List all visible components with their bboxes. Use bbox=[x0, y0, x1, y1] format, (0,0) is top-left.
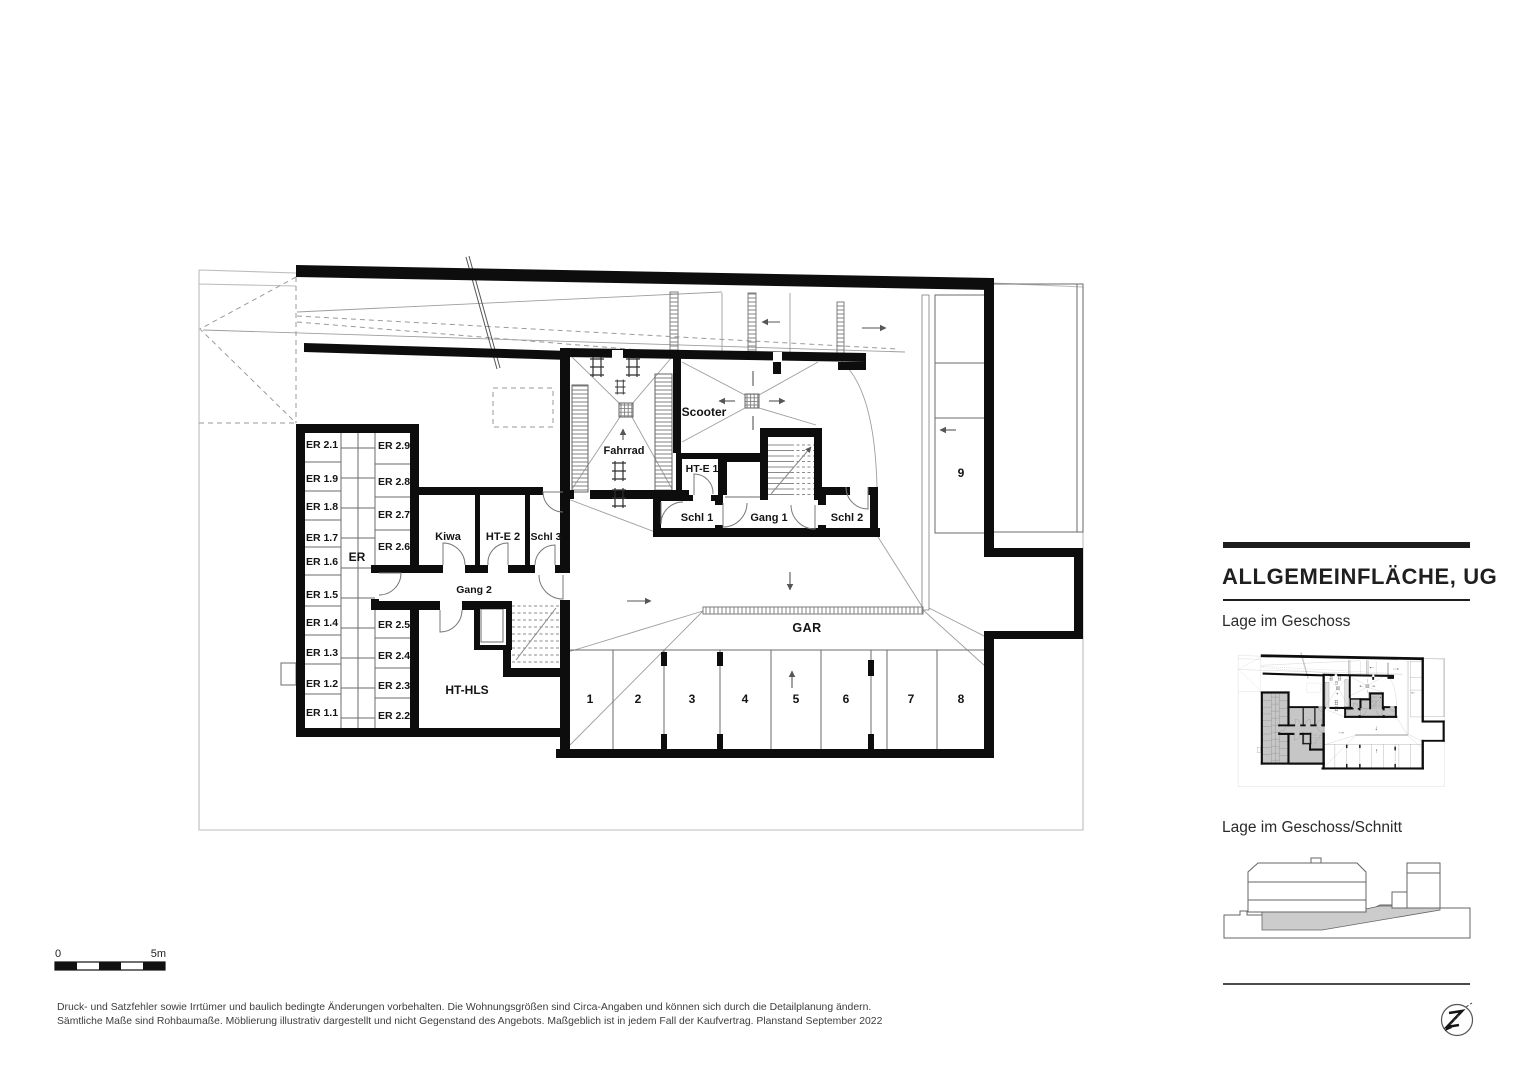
room-label-kiwa: Kiwa bbox=[435, 531, 461, 543]
scale-five-label: 5m bbox=[150, 948, 166, 960]
section-building-main bbox=[1248, 863, 1366, 912]
parking-space-8: 8 bbox=[957, 692, 965, 706]
room-label-er: ER bbox=[348, 550, 366, 564]
storage-label: ER 1.5 bbox=[305, 589, 339, 601]
room-label-schl3: Schl 3 bbox=[530, 531, 562, 543]
room-label-schl2: Schl 2 bbox=[830, 512, 864, 524]
room-label-gang2: Gang 2 bbox=[456, 584, 492, 596]
roof-projection-lines bbox=[203, 292, 905, 352]
storage-label: ER 1.2 bbox=[305, 678, 339, 690]
storage-label: ER 2.3 bbox=[377, 680, 411, 692]
room-label-gar: GAR bbox=[792, 621, 822, 635]
parking-space-2: 2 bbox=[634, 692, 642, 706]
title-rule-top bbox=[1223, 542, 1470, 548]
parking-space-1: 1 bbox=[586, 692, 594, 706]
disclaimer-line-1: Druck- und Satzfehler sowie Irrtümer und baulich bedingte Änderungen vorbehalten. Die Wohnungsgrößen sind Circa-Angaben und können sich durch die Detailplanung ändern. bbox=[57, 1002, 872, 1013]
storage-label: ER 1.9 bbox=[305, 473, 339, 485]
section-drawing bbox=[1224, 858, 1470, 938]
room-label-fahrrad: Fahrrad bbox=[603, 445, 645, 457]
room-label-hte1: HT-E 1 bbox=[685, 463, 719, 475]
storage-label: ER 2.5 bbox=[377, 619, 411, 631]
section-building-tower bbox=[1407, 863, 1440, 908]
room-label-scooter: Scooter bbox=[681, 405, 727, 419]
storage-label: ER 2.6 bbox=[377, 541, 411, 553]
storage-label: ER 1.7 bbox=[305, 532, 339, 544]
disclaimer-line-2: Sämtliche Maße sind Rohbaumaße. Möblierung illustrativ dargestellt und nicht Gegenstand des Angebots. Maßgeblich ist in jedem Fall der Kaufvertrag. Planstand September 2022 bbox=[57, 1016, 883, 1027]
section-heading: Lage im Geschoss/Schnitt bbox=[1222, 819, 1403, 836]
scale-bar bbox=[55, 948, 166, 970]
room-labels bbox=[306, 405, 965, 722]
parking-space-3: 3 bbox=[688, 692, 696, 706]
footer bbox=[57, 983, 1473, 1036]
storage-label: ER 2.8 bbox=[377, 476, 411, 488]
room-label-gang1: Gang 1 bbox=[750, 512, 788, 524]
dashed-projection-lines bbox=[199, 277, 898, 423]
parking-space-9: 9 bbox=[957, 466, 965, 480]
drive-curve bbox=[827, 353, 877, 487]
stair-main bbox=[768, 445, 814, 495]
storage-label: ER 1.3 bbox=[305, 647, 339, 659]
storage-label: ER 1.8 bbox=[305, 501, 339, 513]
skylight-dashed-outline bbox=[493, 388, 553, 427]
location-heading: Lage im Geschoss bbox=[1222, 613, 1351, 630]
storage-label: ER 2.7 bbox=[377, 509, 411, 521]
title-block bbox=[1222, 542, 1497, 836]
storage-label: ER 1.1 bbox=[305, 707, 339, 719]
storage-label: ER 2.9 bbox=[377, 440, 411, 452]
room-label-schl1: Schl 1 bbox=[680, 512, 714, 524]
parking-space-6: 6 bbox=[842, 692, 850, 706]
room-label-hte2: HT-E 2 bbox=[485, 531, 521, 543]
footer-rule bbox=[1223, 983, 1470, 985]
storage-label: ER 2.4 bbox=[377, 650, 411, 662]
mini-location-plan bbox=[1238, 652, 1445, 786]
storage-label: ER 2.2 bbox=[377, 710, 411, 722]
scale-zero-label: 0 bbox=[55, 948, 62, 960]
parking-space-5: 5 bbox=[792, 692, 800, 706]
direction-arrows bbox=[623, 322, 956, 688]
title-rule-bottom bbox=[1223, 599, 1470, 601]
parking-space-4: 4 bbox=[741, 692, 749, 706]
bike-ramp-stairs bbox=[572, 374, 672, 492]
stair-hthls bbox=[512, 606, 560, 662]
storage-label: ER 2.1 bbox=[305, 439, 339, 451]
room-label-hthls: HT-HLS bbox=[445, 683, 489, 697]
page-title: ALLGEMEINFLÄCHE, UG bbox=[1222, 564, 1498, 589]
compass-logo-icon bbox=[1442, 1003, 1473, 1036]
storage-label: ER 1.6 bbox=[305, 556, 339, 568]
parking-space-7: 7 bbox=[907, 692, 915, 706]
bike-racks bbox=[590, 357, 640, 508]
storage-label: ER 1.4 bbox=[305, 617, 339, 629]
